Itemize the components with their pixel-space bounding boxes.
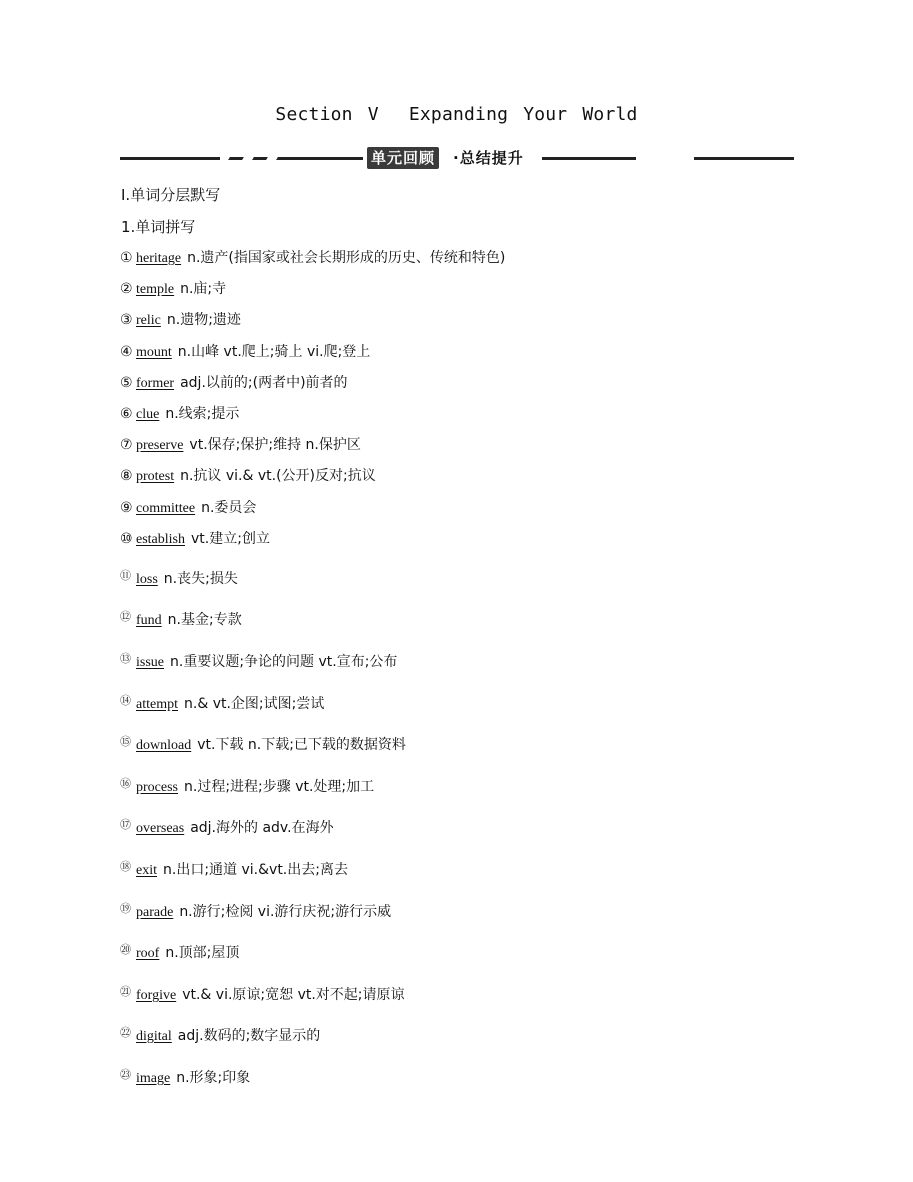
entry-number: ⑳ [120, 943, 131, 956]
vocab-entry [120, 341, 370, 364]
vocab-entry [120, 434, 361, 457]
entry-word: attempt [136, 697, 178, 712]
entry-definition: n.基金;专款 [167, 612, 242, 628]
vocab-entry [120, 309, 241, 332]
entry-word: preserve [136, 438, 184, 453]
entry-number: ② [120, 281, 133, 297]
entry-word: committee [136, 501, 196, 516]
entry-word: mount [136, 345, 172, 360]
entry-word: clue [136, 407, 160, 422]
entry-word: loss [136, 572, 158, 587]
vocab-entry [120, 690, 324, 716]
entry-definition: n.& vt.企图;试图;尝试 [184, 696, 325, 712]
entry-number: ⑰ [120, 818, 131, 831]
entry-number: ㉓ [120, 1068, 131, 1081]
banner-rule-mid [281, 157, 363, 160]
entry-definition: adj.数码的;数字显示的 [177, 1028, 321, 1044]
entry-word: former [136, 376, 175, 391]
banner-dash [228, 157, 244, 160]
entry-number: ㉒ [120, 1026, 131, 1039]
vocab-entry [120, 981, 405, 1007]
entry-number: ㉑ [120, 985, 131, 998]
entry-number: ⑧ [120, 468, 133, 484]
entry-definition: vt.保存;保护;维持 n.保护区 [189, 437, 361, 453]
vocab-entry [120, 814, 334, 840]
entry-word: heritage [136, 251, 182, 266]
entry-definition: vt.建立;创立 [191, 531, 270, 547]
entry-definition: n.出口;通道 vi.&vt.出去;离去 [163, 862, 348, 878]
vocab-entry [120, 497, 256, 520]
entry-number: ⑦ [120, 437, 133, 453]
banner-rule-far-right [694, 157, 794, 160]
entry-word: exit [136, 863, 157, 878]
vocab-entry [120, 465, 376, 488]
entry-word: digital [136, 1029, 172, 1044]
vocab-entry [120, 1064, 250, 1090]
entry-word: establish [136, 532, 185, 547]
page-title: Section V Expanding Your World [275, 104, 638, 125]
vocab-entry [120, 1022, 320, 1048]
vocab-entry [120, 773, 374, 799]
vocab-entry [120, 606, 242, 632]
entry-word: process [136, 780, 178, 795]
entry-number: ④ [120, 344, 133, 360]
vocab-entry [120, 648, 397, 674]
entry-number: ⑭ [120, 694, 131, 707]
entry-definition: n.游行;检阅 vi.游行庆祝;游行示威 [179, 904, 392, 920]
entry-number: ⑤ [120, 375, 133, 391]
entry-number: ① [120, 250, 133, 266]
entry-word: download [136, 738, 192, 753]
vocab-entry [120, 528, 270, 551]
entry-word: parade [136, 905, 174, 920]
banner-label-rest: ·总结提升 [453, 149, 524, 167]
entry-number: ⑬ [120, 652, 131, 665]
vocab-entry [120, 565, 238, 591]
entry-number: ⑲ [120, 902, 131, 915]
entry-number: ③ [120, 312, 133, 328]
vocab-entry [120, 372, 348, 395]
entry-word: overseas [136, 821, 185, 836]
entry-definition: n.线索;提示 [165, 406, 240, 422]
entry-number: ⑥ [120, 406, 133, 422]
vocab-entry [120, 856, 348, 882]
entry-word: roof [136, 946, 160, 961]
entry-number: ⑨ [120, 500, 133, 516]
entry-word: relic [136, 313, 161, 328]
entry-word: forgive [136, 988, 177, 1003]
entry-definition: n.山峰 vt.爬上;骑上 vi.爬;登上 [177, 344, 371, 360]
entry-definition: n.抗议 vi.& vt.(公开)反对;抗议 [180, 468, 376, 484]
entry-definition: vt.& vi.原谅;宽恕 vt.对不起;请原谅 [182, 987, 405, 1003]
entry-number: ⑮ [120, 735, 131, 748]
banner-rule-left [120, 157, 220, 160]
entry-definition: adj.以前的;(两者中)前者的 [180, 375, 348, 391]
entry-definition: vt.下载 n.下载;已下载的数据资料 [197, 737, 406, 753]
vocab-entry [120, 898, 391, 924]
entry-definition: n.丧失;损失 [163, 571, 238, 587]
entry-definition: n.顶部;屋顶 [165, 945, 240, 961]
entry-definition: n.过程;进程;步骤 vt.处理;加工 [184, 779, 375, 795]
entry-number: ⑫ [120, 610, 131, 623]
entry-definition: adj.海外的 adv.在海外 [190, 820, 334, 836]
sub-heading: 1.单词拼写 [121, 218, 196, 236]
section-heading: Ⅰ.单词分层默写 [121, 186, 221, 204]
entry-word: fund [136, 613, 162, 628]
entry-definition: n.重要议题;争论的问题 vt.宣布;公布 [170, 654, 398, 670]
banner-rule-right [542, 157, 636, 160]
vocab-entry [120, 247, 505, 270]
entry-number: ⑩ [120, 531, 133, 547]
entry-word: issue [136, 655, 164, 670]
vocab-entry [120, 731, 406, 757]
section-banner [120, 146, 794, 172]
entry-definition: n.形象;印象 [176, 1070, 251, 1086]
entry-number: ⑪ [120, 569, 131, 582]
banner-label-boxed: 单元回顾 [367, 147, 439, 169]
entry-word: temple [136, 282, 175, 297]
entry-definition: n.遗物;遗迹 [166, 312, 241, 328]
banner-dash [252, 157, 268, 160]
entry-definition: n.遗产(指国家或社会长期形成的历史、传统和特色) [187, 250, 506, 266]
vocab-entry [120, 939, 239, 965]
entry-word: protest [136, 469, 175, 484]
entry-definition: n.庙;寺 [180, 281, 227, 297]
entry-definition: n.委员会 [201, 500, 257, 516]
vocab-entry [120, 403, 239, 426]
entry-number: ⑯ [120, 777, 131, 790]
entry-word: image [136, 1071, 171, 1086]
entry-number: ⑱ [120, 860, 131, 873]
vocab-entry [120, 278, 226, 301]
